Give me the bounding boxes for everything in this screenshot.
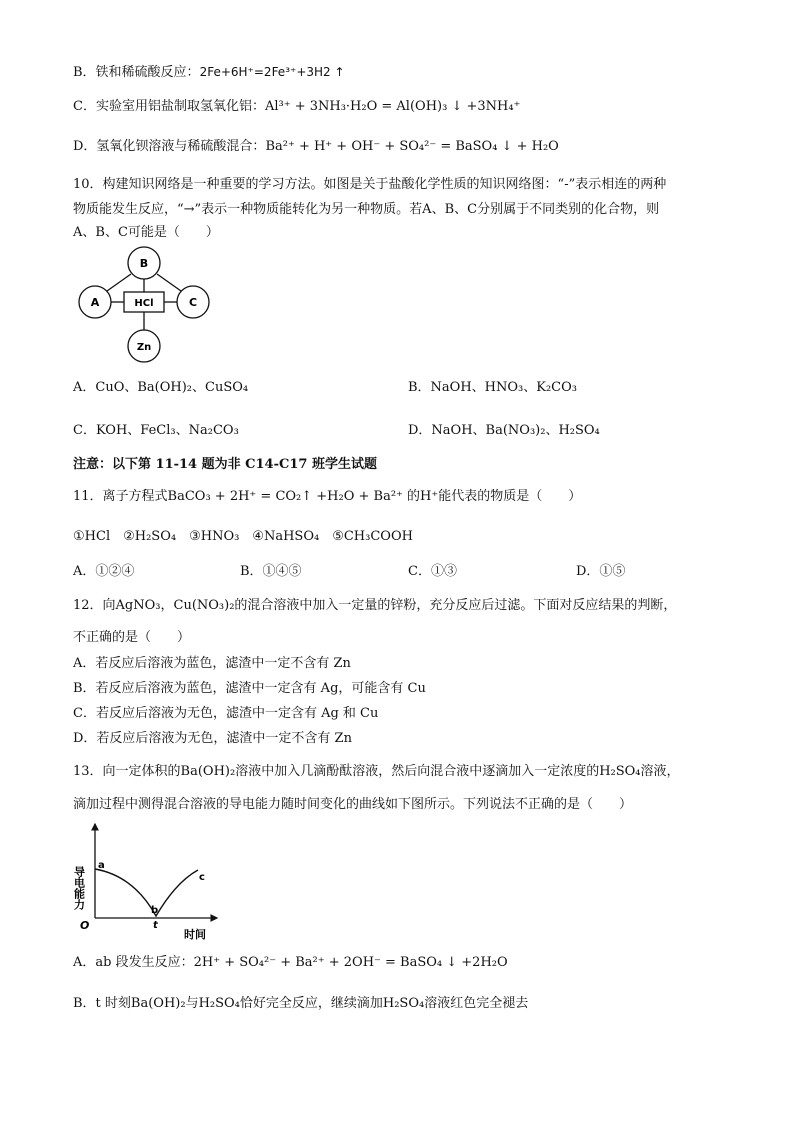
q12-option-c: C．若反应后溶液为无色，滤渣中一定含有 Ag 和 Cu [73, 706, 379, 721]
q12-option-a: A．若反应后溶液为蓝色，滤渣中一定不含有 Zn [73, 656, 351, 671]
link-b-c [157, 274, 181, 291]
q9-option-b [73, 63, 345, 82]
q11-option-a: A．①②④ [73, 564, 135, 579]
q13-stem-line2: 滴加过程中测得混合溶液的导电能力随时间变化的曲线如下图所示。下列说法不正确的是（ ） [73, 797, 633, 812]
node-zn-label: Zn [136, 342, 152, 353]
conductivity-curve [95, 869, 198, 916]
link-a-b [107, 274, 131, 291]
q10-stem-line1: 10．构建知识网络是一种重要的学习方法。如图是关于盐酸化学性质的知识网络图：“-”表示相连的两种 [73, 177, 667, 192]
node-a-label: A [90, 296, 100, 309]
q10-option-a: A．CuO、Ba(OH)₂、CuSO₄ [73, 380, 249, 395]
q12-stem-line2: 不正确的是（ ） [73, 630, 191, 645]
y-axis-label: 导电能力 [72, 866, 86, 910]
q10-option-b: B．NaOH、HNO₃、K₂CO₃ [408, 380, 577, 395]
q9-option-c-label: C．实验室用铝盐制取氢氧化铝： [73, 99, 265, 114]
q13-conductivity-graph [72, 818, 226, 941]
q9-option-c-equation: Al³⁺ + 3NH₃·H₂O = Al(OH)₃ ↓ +3NH₄⁺ [264, 99, 521, 114]
q11-stem: 11．离子方程式BaCO₃ + 2H⁺ = CO₂↑ +H₂O + Ba²⁺ 的H⁺能代表的物质是（ ） [73, 489, 582, 504]
q9-option-d [73, 138, 559, 156]
q13-stem-line1: 13．向一定体积的Ba(OH)₂溶液中加入几滴酚酞溶液，然后向混合液中逐滴加入一定浓度的H₂SO₄溶液， [73, 764, 680, 779]
q10-stem-line3: A、B、C可能是（ ） [73, 225, 219, 240]
time-t-label: t [153, 920, 158, 931]
x-axis-label: 时间 [184, 928, 206, 941]
node-b-label: B [139, 257, 149, 270]
q9-option-b-label: B．铁和稀硫酸反应： [73, 65, 200, 80]
q10-option-c: C．KOH、FeCl₃、Na₂CO₃ [73, 423, 239, 438]
q10-network-diagram [70, 245, 220, 365]
origin-label: O [80, 919, 90, 932]
node-hcl-label: HCl [134, 298, 154, 309]
q9-option-d-label: D．氢氧化钡溶液与稀硫酸混合： [73, 139, 266, 154]
q11-option-d: D．①⑤ [576, 564, 626, 579]
q12-stem-line1: 12．向AgNO₃，Cu(NO₃)₂的混合溶液中加入一定量的锌粉，充分反应后过滤。下面对反应结果的判断， [73, 598, 677, 613]
point-a-label: a [98, 860, 105, 871]
q9-option-d-equation: Ba²⁺ + H⁺ + OH⁻ + SO₄²⁻ = BaSO₄ ↓ + H₂O [265, 139, 559, 154]
q11-option-b: B．①④⑤ [240, 564, 302, 579]
q10-stem-line2: 物质能发生反应，“→”表示一种物质能转化为另一种物质。若A、B、C分别属于不同类别的化合物，则 [73, 202, 660, 217]
notice-heading: 注意：以下第 11-14 题为非 C14-C17 班学生试题 [73, 457, 377, 472]
q12-option-d: D．若反应后溶液为无色，滤渣中一定不含有 Zn [73, 731, 352, 746]
point-c-label: c [199, 872, 205, 883]
q13-option-b: B．t 时刻Ba(OH)₂与H₂SO₄恰好完全反应，继续滴加H₂SO₄溶液红色完全褪去 [73, 996, 529, 1011]
q11-choices: ①HCl ②H₂SO₄ ③HNO₃ ④NaHSO₄ ⑤CH₃COOH [73, 529, 413, 544]
q12-option-b: B．若反应后溶液为蓝色，滤渣中一定含有 Ag，可能含有 Cu [73, 681, 426, 696]
q9-option-b-equation: 2Fe+6H⁺=2Fe³⁺+3H2 ↑ [199, 65, 345, 79]
q10-option-d: D．NaOH、Ba(NO₃)₂、H₂SO₄ [408, 423, 600, 438]
q9-option-c [73, 98, 520, 116]
node-c-label: C [188, 296, 198, 309]
q13-option-a: A．ab 段发生反应：2H⁺ + SO₄²⁻ + Ba²⁺ + 2OH⁻ = BaSO₄ ↓ +2H₂O [73, 955, 508, 970]
q11-option-c: C．①③ [408, 564, 457, 579]
point-b-label: b [151, 905, 159, 916]
